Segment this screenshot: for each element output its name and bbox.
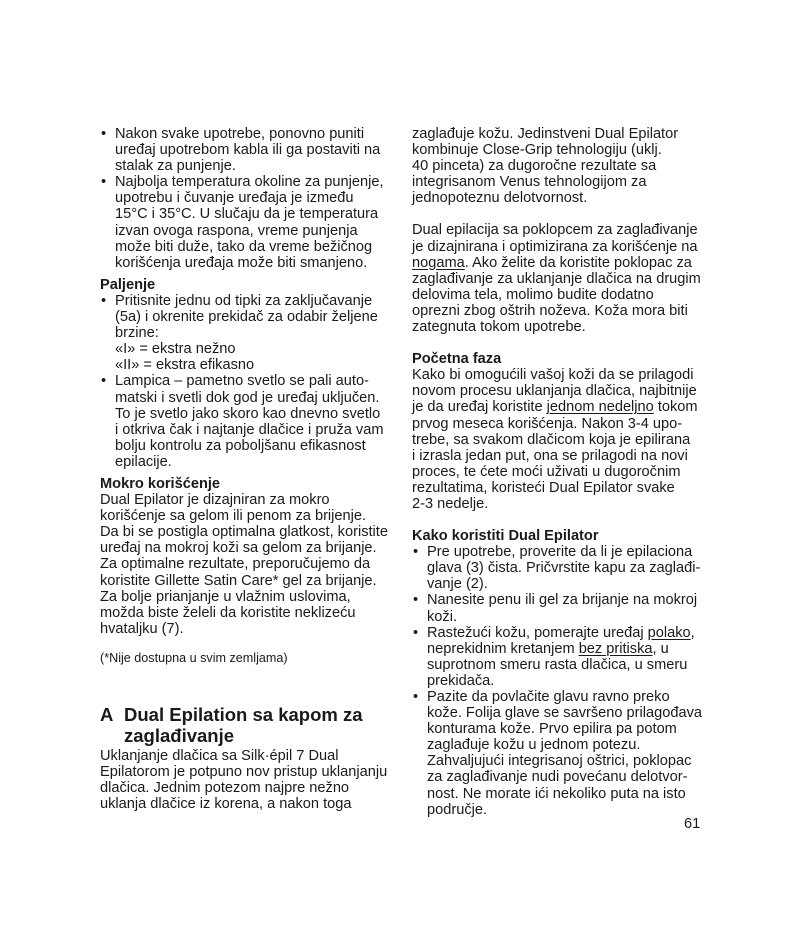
section-a-title: A Dual Epilation sa kapom za zaglađivanje <box>100 704 363 746</box>
section-letter: A <box>100 704 114 725</box>
emphasis-nogama: nogama <box>412 254 465 271</box>
pocetna-heading: Početna faza <box>412 351 502 368</box>
list-item: • Lampica – pametno svetlo se pali auto- matski i svetli dok god je uređaj uključen. To je svetlo jako skoro kao dnevno svetlo i otkriva čak i najtanje dlačice i pruža vam bolju kontrolu za poboljšanu efikasnost epilacije. <box>100 373 395 470</box>
mokro-paragraph: Dual Epilator je dizajniran za mokro korišćenje sa gelom ili penom za brijenje. Da bi se postigla optimalna glatkost, koristite uređaj na mokroj koži sa gelom za brijanje. Za optimalne rezultate, preporučujemo da koristite Gillette Satin Care* gel za brijanje. Za bolje prianjanje u vlažnim uslovima, možda biste želeli da koristite neklizeću hvataljku (7). <box>100 492 388 637</box>
list-item: • Pre upotrebe, proverite da li je epilaciona glava (3) čista. Pričvrstite kapu za zaglađi- vanje (2). <box>412 544 702 592</box>
intro-paragraph: zaglađuje kožu. Jedinstveni Dual Epilator kombinuje Close-Grip tehnologiju (uklj. 40 pinceta) za dugoročne rezultate sa integrisanom Venus tehnologijom za jednopoteznu delotvornost. <box>412 126 679 207</box>
emphasis-polako: polako <box>647 624 691 641</box>
page-number: 61 <box>684 816 701 832</box>
right-column <box>412 126 702 818</box>
list-item: • Pazite da povlačite glavu ravno preko kože. Folija glave se savršeno prilagođava konturama kože. Prvo epilira pa potom zaglađuje kožu u jednom potezu. Zahvaljujući integrisanoj oštrici, poklopac za zaglađivanje nudi povećanu delotvor- nost. Ne morate ići nekoliko puta na isto područje. <box>412 689 702 818</box>
list-item: • Pritisnite jednu od tipki za zaključavanje (5a) i okrenite prekidač za odabir željene brzine: «I» = ekstra nežno «II» = ekstra efikasno <box>100 293 395 373</box>
footnote: (*Nije dostupna u svim zemljama) <box>100 650 288 665</box>
kako-heading: Kako koristiti Dual Epilator <box>412 528 599 545</box>
emphasis-jednom-nedeljno: jednom nedeljno <box>546 399 654 416</box>
paljenje-heading: Paljenje <box>100 276 156 293</box>
list-item: • Najbolja temperatura okoline za punjenje, upotrebu i čuvanje uređaja je između 15°C i 35°C. U slučaju da je temperatura izvan ovoga raspona, vreme punjenja može biti duže, tako da vreme bežičnog korišćenja uređaja može biti smanjeno. <box>100 174 395 271</box>
section-a-paragraph: Uklanjanje dlačica sa Silk·épil 7 Dual Epilatorom je potpuno nov pristup uklanjanju dlačica. Jednim potezom najpre nežno uklanja dlačice iz korena, a nakon toga <box>100 748 388 813</box>
emphasis-bez-pritiska: bez pritiska <box>578 640 653 657</box>
cap-paragraph: Dual epilacija sa poklopcem za zaglađivanje je dizajnirana i optimizirana za korišćenje na nogama. Ako želite da koristite poklopac za zaglađivanje za uklanjanje dlačica na drugim delovima tela, molimo budite dodatno oprezni zbog oštrih noževa. Koža mora biti zategnuta tokom upotrebe. <box>412 222 701 336</box>
pocetna-paragraph: Kako bi omogućili vašoj koži da se prilagodi novom procesu uklanjanja dlačica, najbitnije je da uređaj koristite jednom nedeljno tokom prvog meseca korišćenja. Nakon 3-4 upo- trebe, sa svakom dlačicom koja je epilirana i izrasla jedan put, ona se prilagodi na novi proces, te ćete moći uživati u dugoročnim rezultatima, koristeći Dual Epilator svake 2-3 nedelje. <box>412 367 698 512</box>
mokro-heading: Mokro korišćenje <box>100 475 221 492</box>
left-column <box>100 126 395 666</box>
list-item: • Nanesite penu ili gel za brijanje na mokroj koži. <box>412 592 702 624</box>
list-item: • Nakon svake upotrebe, ponovno puniti uređaj upotrebom kabla ili ga postaviti na stalak za punjenje. <box>100 126 395 174</box>
list-item: • Rastežući kožu, pomerajte uređaj polako, neprekidnim kretanjem bez pritiska, u suprotnom smeru rasta dlačica, u smeru prekidača. <box>412 625 702 689</box>
